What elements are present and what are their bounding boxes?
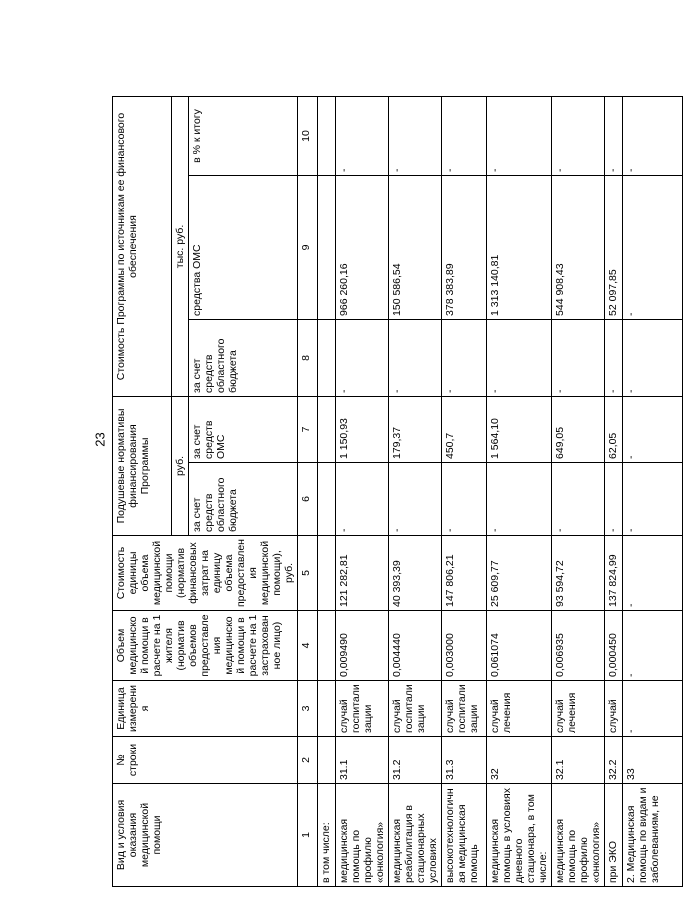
row-line: 32 (487, 737, 552, 784)
row-cost: - (623, 536, 683, 611)
row-cost-budget: - (605, 319, 623, 396)
row-cost: 137 824,99 (605, 536, 623, 611)
header-cost-unit: тыс. руб. (171, 96, 188, 396)
row-cost-budget: - (389, 319, 442, 396)
table-row (623, 96, 683, 886)
row-norm-oms: 179,37 (389, 396, 442, 462)
header-cost-budget: за счет средств областного бюджета (188, 319, 297, 396)
row-unit: случай лечения (487, 681, 552, 737)
row-cost: 147 806,21 (442, 536, 487, 611)
row-volume: 0,003000 (442, 611, 487, 681)
row-cost-budget: - (442, 319, 487, 396)
row-unit: случай госпитализации (442, 681, 487, 737)
row-name: при ЭКО (605, 784, 623, 887)
row-unit: случай госпитализации (389, 681, 442, 737)
row-percent (318, 96, 336, 175)
row-name: в том числе: (318, 784, 336, 887)
column-number-row (298, 96, 318, 886)
row-line: 32.1 (552, 737, 605, 784)
page-number: 23 (92, 432, 108, 447)
column-number: 9 (298, 175, 318, 319)
row-volume: 0,006935 (552, 611, 605, 681)
row-cost-oms: 966 260,16 (336, 175, 389, 319)
header-volume: Объем медицинской помощи в расчете на 1 жителя (норматив объемов предоставления медицинской помощи в расчете на 1 застрахованное лицо) (113, 611, 298, 681)
row-norm-budget: - (487, 463, 552, 536)
row-cost: 121 282,81 (336, 536, 389, 611)
row-norm-budget: - (552, 463, 605, 536)
row-volume: 0,000450 (605, 611, 623, 681)
row-line: 33 (623, 737, 683, 784)
row-norm-oms: 649,05 (552, 396, 605, 462)
row-volume: 0,009490 (336, 611, 389, 681)
row-cost-oms: 378 383,89 (442, 175, 487, 319)
row-norm-budget (318, 463, 336, 536)
row-cost-budget (318, 319, 336, 396)
row-volume: 0,004440 (389, 611, 442, 681)
row-norm-oms: 1 150,93 (336, 396, 389, 462)
table-row (552, 96, 605, 886)
row-volume: 0,061074 (487, 611, 552, 681)
row-unit: случай (605, 681, 623, 737)
row-cost-oms: 1 313 140,81 (487, 175, 552, 319)
row-volume: - (623, 611, 683, 681)
row-cost-budget: - (623, 319, 683, 396)
row-name: медицинская помощь по профилю «онкология» (552, 784, 605, 887)
row-norm-oms: 62,05 (605, 396, 623, 462)
row-percent: - (389, 96, 442, 175)
table-row (336, 96, 389, 886)
row-line: 31.1 (336, 737, 389, 784)
row-cost-oms: 150 586,54 (389, 175, 442, 319)
row-cost: 40 393,39 (389, 536, 442, 611)
column-number: 4 (298, 611, 318, 681)
row-percent: - (487, 96, 552, 175)
column-number: 5 (298, 536, 318, 611)
row-line: 31.3 (442, 737, 487, 784)
row-cost-budget: - (552, 319, 605, 396)
row-norm-budget: - (336, 463, 389, 536)
row-unit: случай госпитализации (336, 681, 389, 737)
row-cost-oms: - (623, 175, 683, 319)
table-row (318, 96, 336, 886)
column-number: 8 (298, 319, 318, 396)
table-row (389, 96, 442, 886)
row-name: медицинская помощь в условиях дневного стационара, в том числе: (487, 784, 552, 887)
row-norm-budget: - (442, 463, 487, 536)
row-norm-budget: - (389, 463, 442, 536)
row-cost-budget: - (487, 319, 552, 396)
row-norm-oms: 1 564,10 (487, 396, 552, 462)
row-cost-oms (318, 175, 336, 319)
row-unit: случай лечения (552, 681, 605, 737)
row-name: 2. Медицинская помощь по видам и заболеваниям, не (623, 784, 683, 887)
financing-table (112, 96, 683, 887)
column-number: 1 (298, 784, 318, 887)
column-number: 7 (298, 396, 318, 462)
row-percent: - (336, 96, 389, 175)
row-volume (318, 611, 336, 681)
row-unit: - (623, 681, 683, 737)
header-line-number: № строки (113, 737, 298, 784)
column-number: 10 (298, 96, 318, 175)
row-line (318, 737, 336, 784)
row-norm-budget: - (623, 463, 683, 536)
column-number: 3 (298, 681, 318, 737)
column-number: 6 (298, 463, 318, 536)
header-norms-unit: руб. (171, 396, 188, 535)
row-norm-oms: - (623, 396, 683, 462)
row-line: 32.2 (605, 737, 623, 784)
row-cost-budget: - (336, 319, 389, 396)
row-percent: - (552, 96, 605, 175)
row-percent: - (605, 96, 623, 175)
table-row (487, 96, 552, 886)
row-line: 31.2 (389, 737, 442, 784)
row-name: высокотехнологичная медицинская помощь (442, 784, 487, 887)
row-cost-oms: 52 097,85 (605, 175, 623, 319)
header-row-1 (113, 96, 172, 886)
header-unit-cost: Стоимость единицы объема медицинской помощи (норматив финансовых затрат на единицу объема предоставления медицинской помощи), руб. (113, 536, 298, 611)
table-row (442, 96, 487, 886)
header-per-capita-norms: Подушевые нормативы финансирования Программы (113, 396, 172, 535)
table-row (605, 96, 623, 886)
row-name: медицинская реабилитация в стационарных условиях (389, 784, 442, 887)
row-norm-oms: 450,7 (442, 396, 487, 462)
row-cost-oms: 544 908,43 (552, 175, 605, 319)
row-percent: - (442, 96, 487, 175)
row-cost: 93 594,72 (552, 536, 605, 611)
row-cost: 25 609,77 (487, 536, 552, 611)
row-name: медицинская помощь по профилю «онкология» (336, 784, 389, 887)
header-norm-oms: за счет средств ОМС (188, 396, 297, 462)
header-cost-oms: средства ОМС (188, 175, 297, 319)
header-unit: Единица измерения (113, 681, 298, 737)
row-percent: - (623, 96, 683, 175)
rotated-table-wrapper (112, 97, 661, 887)
row-unit (318, 681, 336, 737)
header-percent: в % к итогу (188, 96, 297, 175)
header-program-cost: Стоимость Программы по источникам ее финансового обеспечения (113, 96, 172, 396)
row-norm-budget: - (605, 463, 623, 536)
column-number: 2 (298, 737, 318, 784)
header-norm-budget: за счет средств областного бюджета (188, 463, 297, 536)
header-kind: Вид и условия оказания медицинской помощи (113, 784, 298, 887)
row-norm-oms (318, 396, 336, 462)
row-cost (318, 536, 336, 611)
